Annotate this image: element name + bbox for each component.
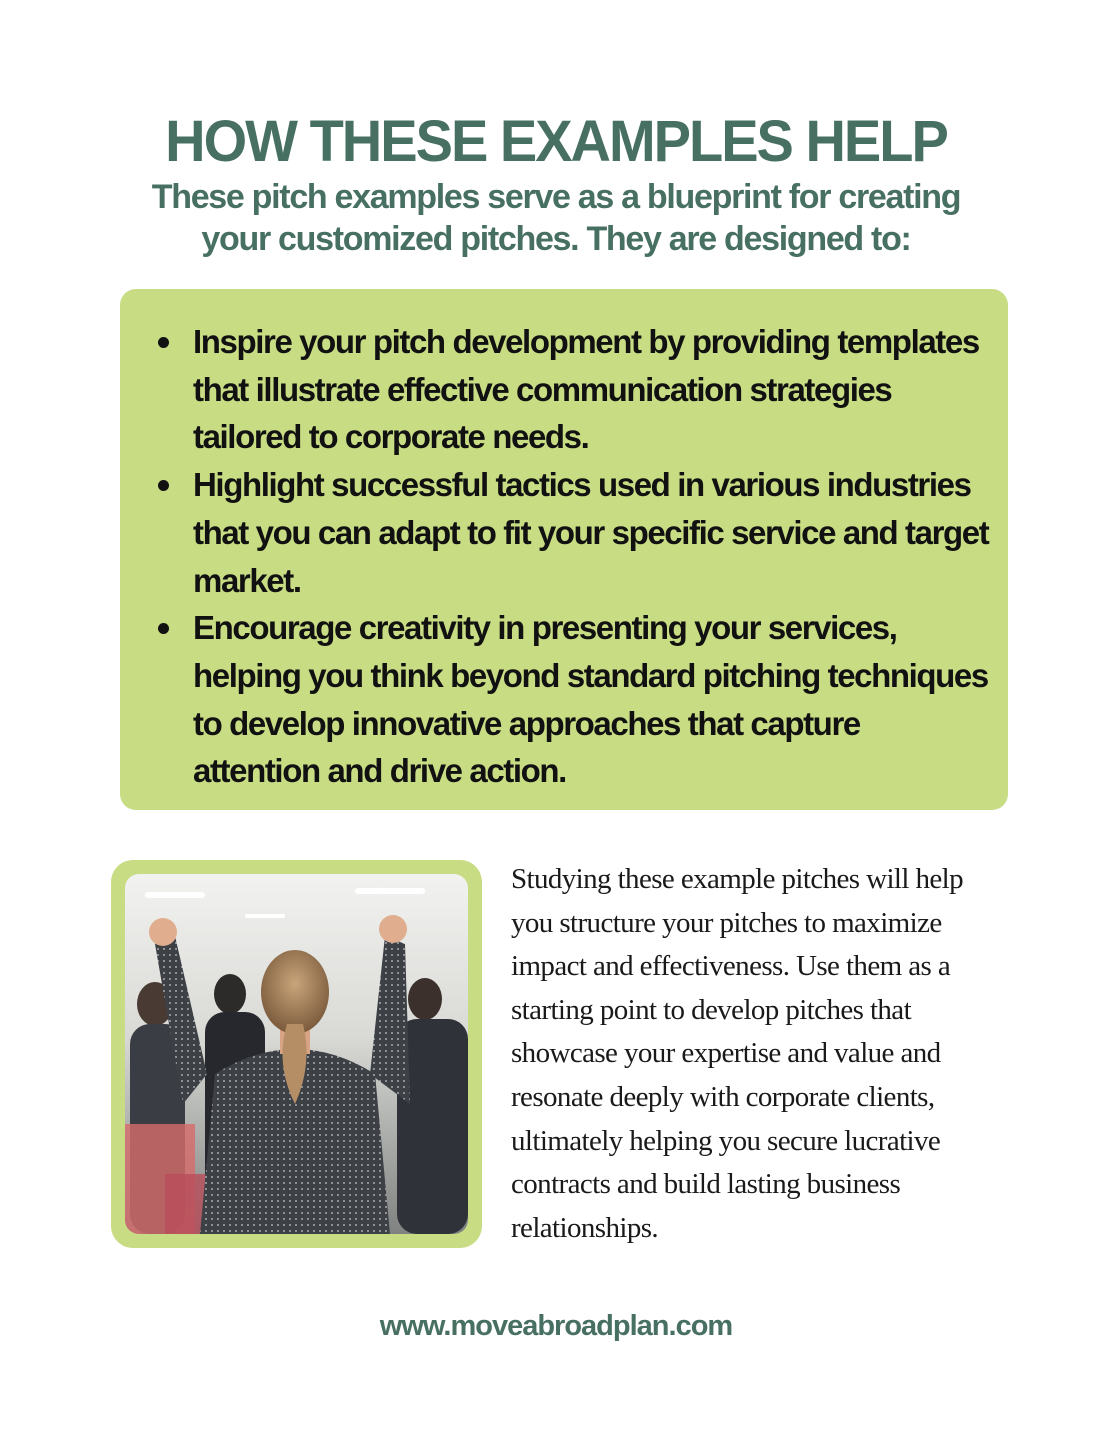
bullet-list	[154, 318, 994, 795]
bullet-dot-icon	[158, 623, 169, 634]
celebrating-woman-photo	[125, 874, 468, 1234]
bullet-item	[154, 318, 994, 461]
bullet-text: Highlight successful tactics used in various industries that you can adapt to fit your specific service and target market.	[193, 466, 989, 599]
bullet-text: Encourage creativity in presenting your services, helping you think beyond standard pitching techniques to develop innovative approaches that capture attention and drive action.	[193, 609, 988, 790]
website-url: www.moveabroadplan.com	[379, 1310, 733, 1342]
photo-frame	[111, 860, 482, 1248]
bullet-text: Inspire your pitch development by providing templates that illustrate effective communication strategies tailored to corporate needs.	[193, 323, 979, 456]
bullet-dot-icon	[158, 337, 169, 348]
bullet-item	[154, 604, 994, 795]
bullet-dot-icon	[158, 480, 169, 491]
page-subtitle: These pitch examples serve as a blueprint for creating your customized pitches. They are designed to:	[151, 178, 961, 258]
bullet-item	[154, 461, 994, 604]
page-title: HOW THESE EXAMPLES HELP	[165, 107, 947, 174]
body-paragraph: Studying these example pitches will help you structure your pitches to maximize impact and effectiveness. Use them as a starting point to develop pitches that showcase your expertise and value and resonate deeply with corporate clients, ultimately helping you secure lucrative contracts and build lasting business relationships.	[511, 863, 963, 1244]
